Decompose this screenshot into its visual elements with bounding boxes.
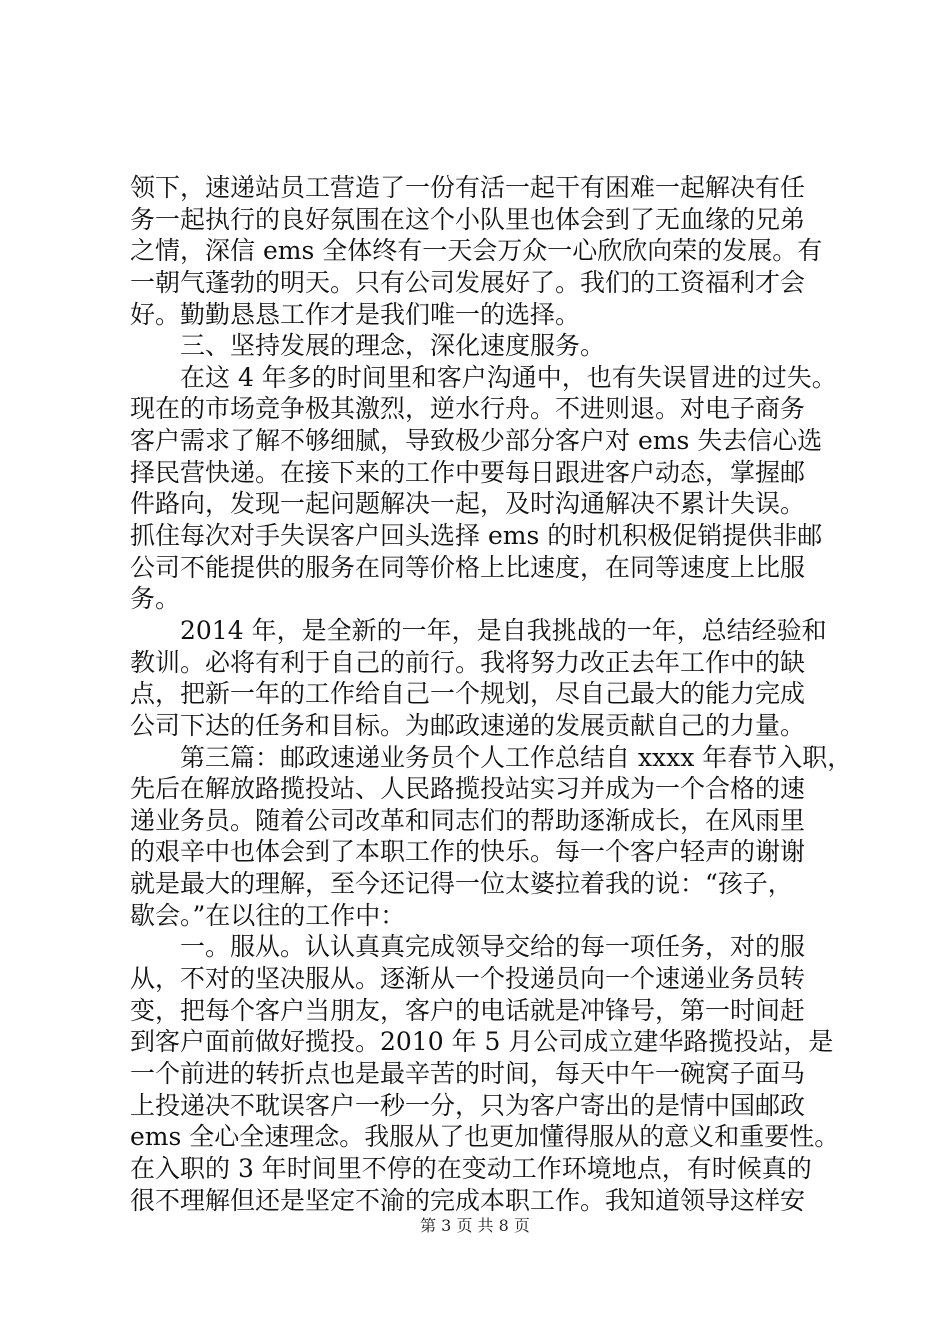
- text-line: 件路向，发现一起问题解决一起，及时沟通解决不累计失误。: [130, 489, 806, 519]
- text-line: 上投递决不耽误客户一秒一分，只为客户寄出的是情中国邮政: [130, 1090, 806, 1120]
- text-line: 一。服从。认认真真完成领导交给的每一项任务，对的服: [130, 932, 806, 962]
- text-line: 先后在解放路揽投站、人民路揽投站实习并成为一个合格的速: [130, 774, 806, 804]
- text-line: 递业务员。随着公司改革和同志们的帮助逐渐成长，在风雨里: [130, 805, 806, 835]
- text-line: ems 全心全速理念。我服从了也更加懂得服从的意义和重要性。: [130, 1122, 840, 1152]
- text-line: 抓住每次对手失误客户回头选择 ems 的时机积极促销提供非邮: [130, 521, 823, 551]
- text-line: 就是最大的理解，至今还记得一位太婆拉着我的说：“孩子，: [130, 869, 793, 899]
- text-line: 一个前进的转折点也是最辛苦的时间，每天中午一碗窝子面马: [130, 1058, 806, 1088]
- text-line: 很不理解但还是坚定不渝的完成本职工作。我知道领导这样安: [130, 1185, 806, 1215]
- text-line: 在这 4 年多的时间里和客户沟通中，也有失误冒进的过失。: [130, 362, 837, 392]
- text-line: 务一起执行的良好氛围在这个小队里也体会到了无血缘的兄弟: [130, 204, 806, 234]
- text-line: 公司下达的任务和目标。为邮政速递的发展贡献自己的力量。: [130, 710, 806, 740]
- text-line: 择民营快递。在接下来的工作中要每日跟进客户动态，掌握邮: [130, 457, 806, 487]
- text-line: 之情，深信 ems 全体终有一天会万众一心欣欣向荣的发展。有: [130, 236, 823, 266]
- text-line: 第三篇：邮政速递业务员个人工作总结自 xxxx 年春节入职，: [130, 742, 853, 772]
- text-line: 领下，速递站员工营造了一份有活一起干有困难一起解决有任: [130, 173, 806, 202]
- text-line: 在入职的 3 年时间里不停的在变动工作环境地点，有时候真的: [130, 1153, 812, 1183]
- text-line: 客户需求了解不够细腻，导致极少部分客户对 ems 失去信心选: [130, 426, 823, 456]
- text-line: 公司不能提供的服务在同等价格上比速度，在同等速度上比服: [130, 552, 806, 582]
- text-line: 务。: [130, 584, 181, 614]
- text-line: 到客户面前做好揽投。2010 年 5 月公司成立建华路揽投站，是: [130, 1027, 834, 1057]
- text-line: 好。勤勤恳恳工作才是我们唯一的选择。: [130, 299, 581, 329]
- text-line: 教训。必将有利于自己的前行。我将努力改正去年工作中的缺: [130, 647, 806, 677]
- text-line: 一朝气蓬勃的明天。只有公司发展好了。我们的工资福利才会: [130, 267, 806, 297]
- document-body: [130, 172, 853, 1216]
- text-line: 2014 年，是全新的一年，是自我挑战的一年，总结经验和: [130, 615, 827, 645]
- text-line: 点，把新一年的工作给自己一个规划，尽自己最大的能力完成: [130, 679, 806, 709]
- text-line: 变，把每个客户当朋友，客户的电话就是冲锋号，第一时间赶: [130, 995, 806, 1025]
- text-line: 的艰辛中也体会到了本职工作的快乐。每一个客户轻声的谢谢: [130, 837, 806, 867]
- section-heading: 三、坚持发展的理念，深化速度服务。: [130, 331, 606, 361]
- text-line: 从，不对的坚决服从。逐渐从一个投递员向一个速递业务员转: [130, 964, 806, 994]
- page-number-footer: 第 3 页 共 8 页: [420, 1216, 530, 1235]
- text-line: 现在的市场竞争极其激烈，逆水行舟。不进则退。对电子商务: [130, 394, 806, 424]
- text-line: 歇会。”在以往的工作中：: [130, 900, 406, 930]
